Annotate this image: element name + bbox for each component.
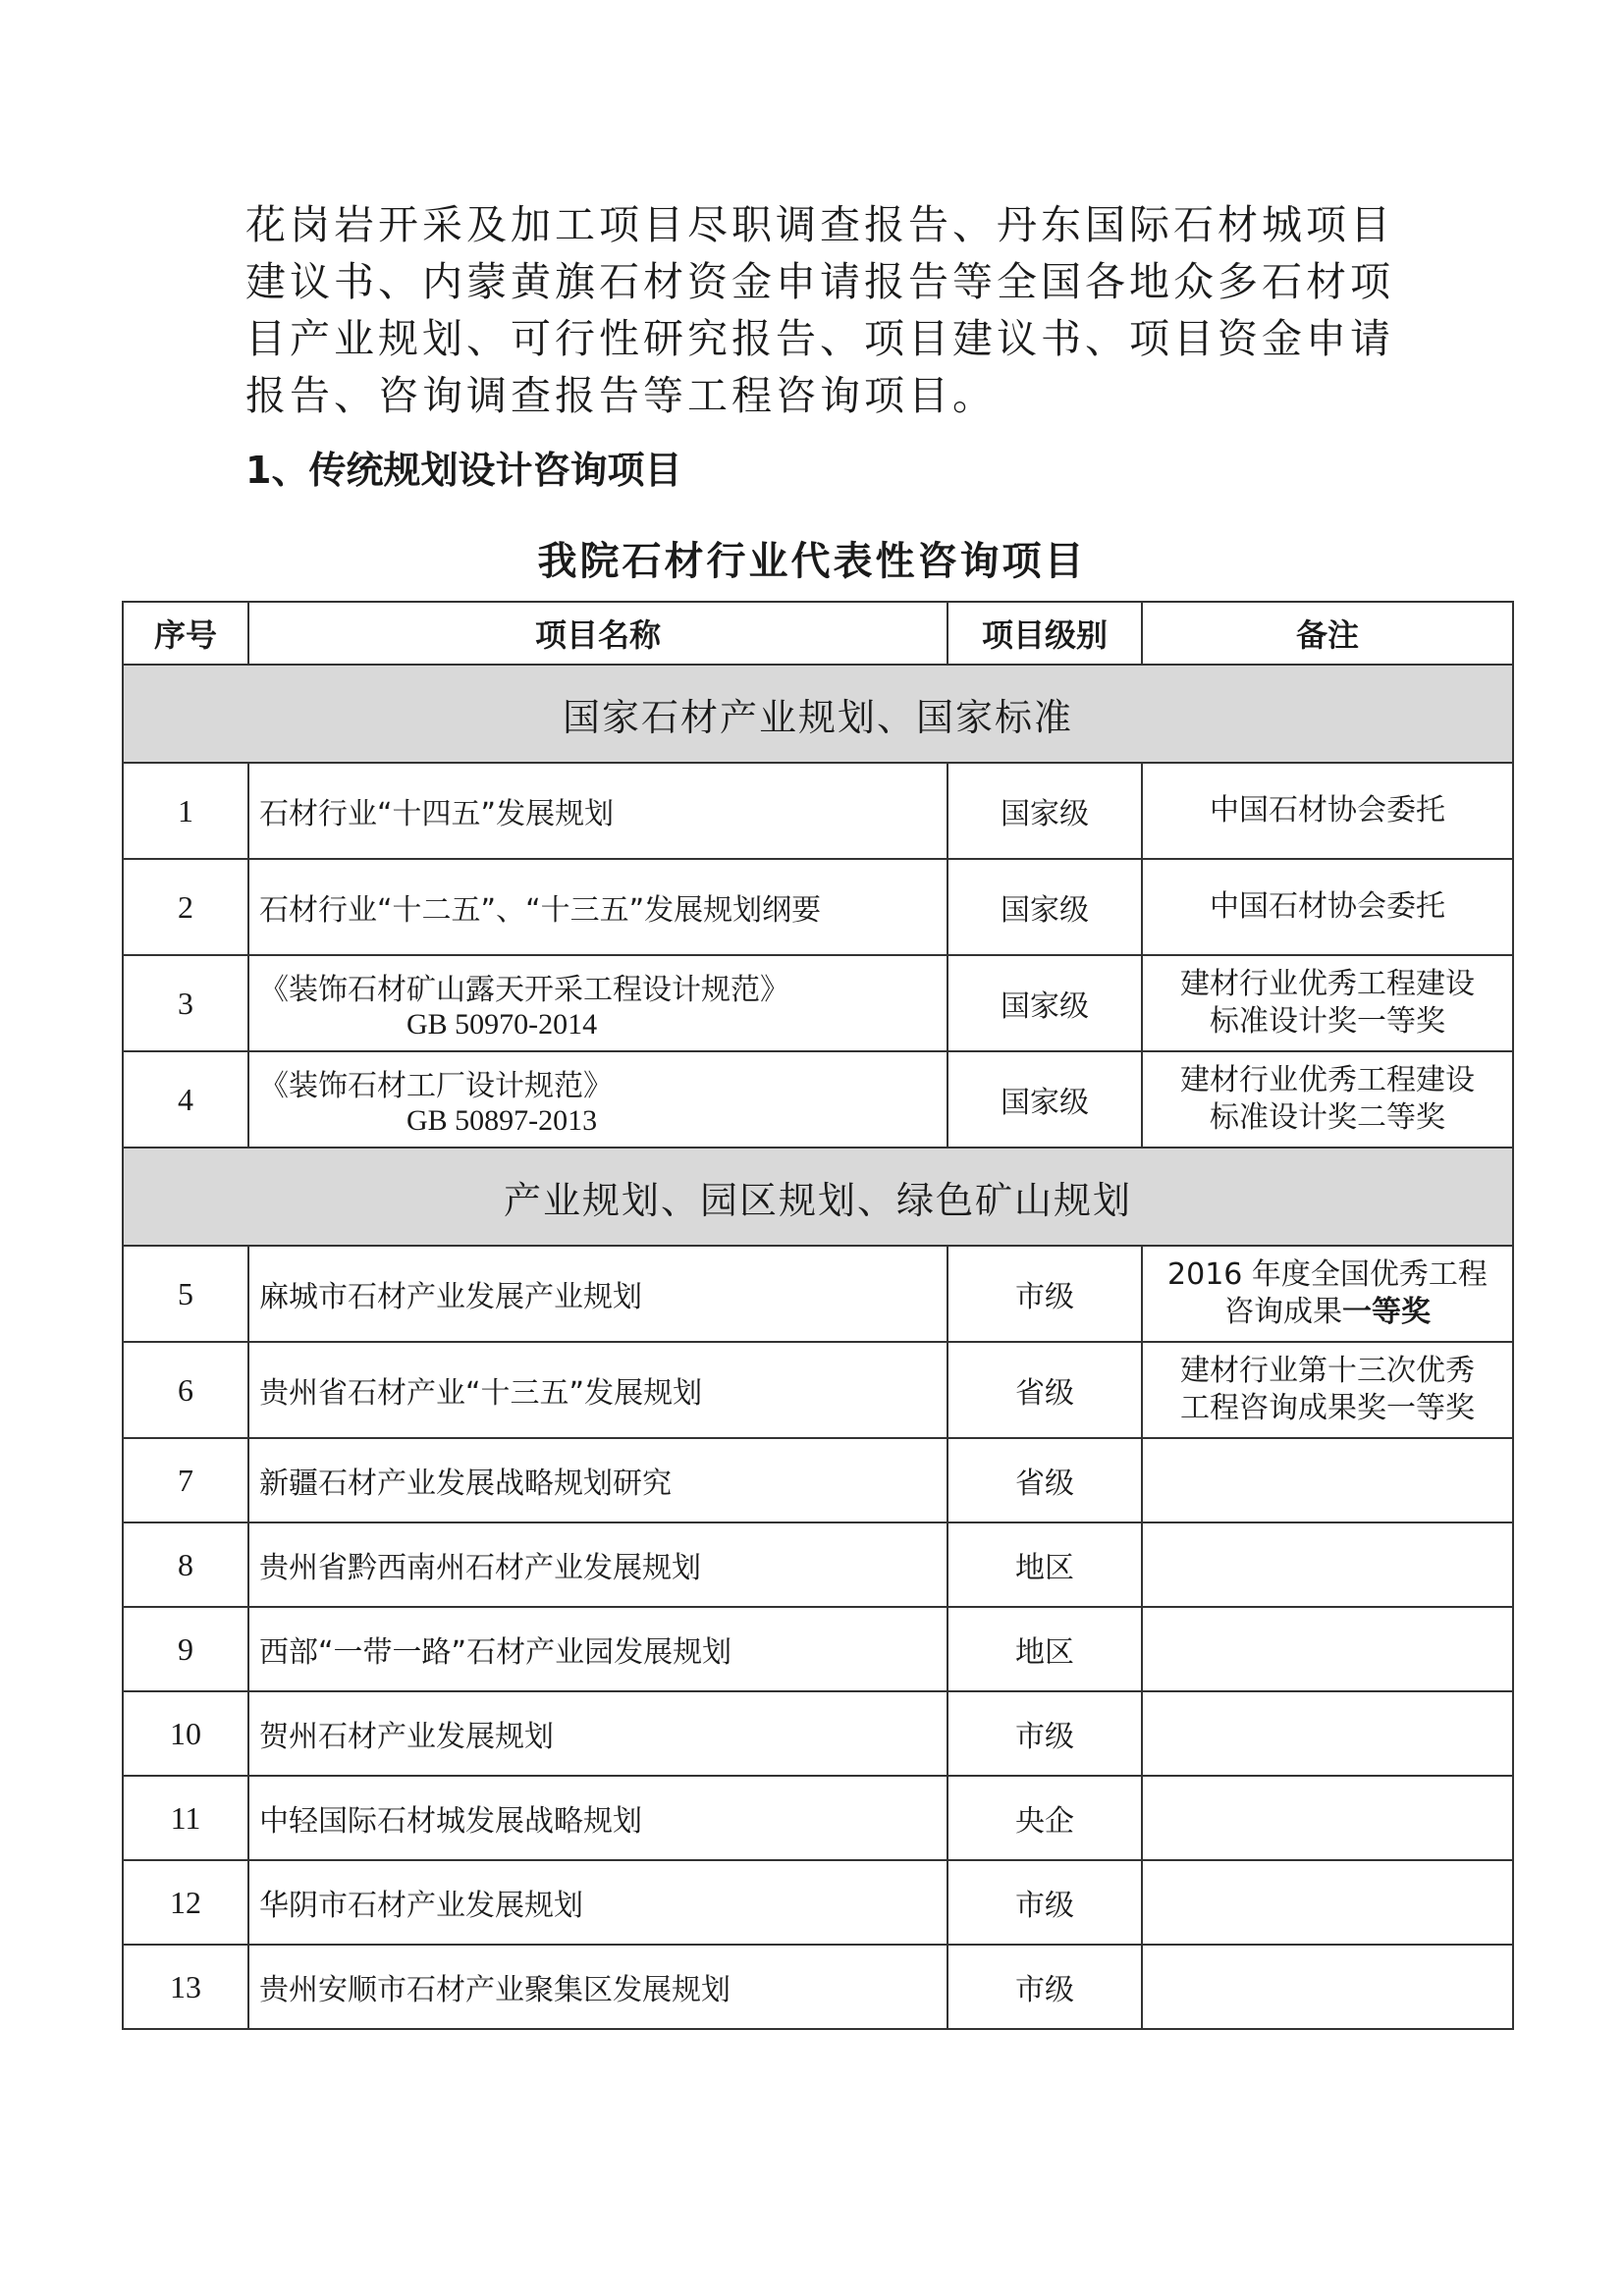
table-title: 我院石材行业代表性咨询项目 (537, 539, 1087, 584)
row-note: 中国石材协会委托 (1142, 763, 1513, 859)
row-note (1142, 1607, 1513, 1691)
row-note-cell (1142, 1246, 1513, 1342)
section-row (123, 665, 1513, 763)
row-level: 省级 (947, 1438, 1142, 1522)
row-name: 石材行业“十二五”、“十三五”发展规划纲要 (248, 859, 947, 955)
row-level: 市级 (947, 1860, 1142, 1945)
row-note: 建材行业优秀工程建设 (1180, 967, 1475, 1001)
row-name: 华阴市石材产业发展规划 (248, 1860, 947, 1945)
row-name: 石材行业“十四五”发展规划 (248, 763, 947, 859)
intro-line: 报告、咨询调查报告等工程咨询项目。 (245, 372, 997, 419)
table-row (123, 1342, 1513, 1438)
row-level: 地区 (947, 1607, 1142, 1691)
section-row (123, 1148, 1513, 1246)
projects-table (122, 601, 1514, 2030)
row-level: 市级 (947, 1945, 1142, 2029)
row-note (1142, 1522, 1513, 1607)
table-row (123, 1691, 1513, 1776)
intro-line: 目产业规划、可行性研究报告、项目建议书、项目资金申请 (245, 315, 1394, 362)
row-name: 《装饰石材工厂设计规范》 (259, 1069, 613, 1103)
row-level: 国家级 (947, 955, 1142, 1051)
row-note: 标准设计奖二等奖 (1210, 1100, 1445, 1135)
row-note: 标准设计奖一等奖 (1210, 1004, 1445, 1039)
row-name: 贵州安顺市石材产业聚集区发展规划 (248, 1945, 947, 2029)
row-number: 9 (123, 1607, 248, 1691)
row-note (1142, 1776, 1513, 1860)
table-row (123, 1246, 1513, 1342)
row-level: 市级 (947, 1691, 1142, 1776)
header-cell-number: 序号 (123, 602, 248, 665)
table-row (123, 1438, 1513, 1522)
row-note (1142, 1691, 1513, 1776)
row-standard-code: GB 50970-2014 (406, 1008, 598, 1041)
intro-paragraph (245, 196, 1399, 424)
row-note (1142, 1438, 1513, 1522)
row-number: 4 (123, 1051, 248, 1148)
table-row (123, 1776, 1513, 1860)
row-name: 中轻国际石材城发展战略规划 (248, 1776, 947, 1860)
row-name-cell (248, 955, 947, 1051)
row-note: 中国石材协会委托 (1142, 859, 1513, 955)
row-name: 新疆石材产业发展战略规划研究 (248, 1438, 947, 1522)
section-title: 国家石材产业规划、国家标准 (123, 665, 1513, 763)
row-name: 麻城市石材产业发展产业规划 (248, 1246, 947, 1342)
row-number: 2 (123, 859, 248, 955)
table-row (123, 1607, 1513, 1691)
table-row (123, 955, 1513, 1051)
row-name: 贺州石材产业发展规划 (248, 1691, 947, 1776)
row-standard-code: GB 50897-2013 (406, 1104, 598, 1137)
row-level: 央企 (947, 1776, 1142, 1860)
table-header-row (123, 602, 1513, 665)
row-number: 13 (123, 1945, 248, 2029)
row-note-cell (1142, 1051, 1513, 1148)
row-number: 10 (123, 1691, 248, 1776)
row-note (1142, 1945, 1513, 2029)
row-name: 贵州省黔西南州石材产业发展规划 (248, 1522, 947, 1607)
row-note-cell (1142, 1342, 1513, 1438)
table-row (123, 1522, 1513, 1607)
row-note: 建材行业优秀工程建设 (1180, 1063, 1475, 1097)
table-row (123, 1051, 1513, 1148)
row-number: 3 (123, 955, 248, 1051)
section-title: 产业规划、园区规划、绿色矿山规划 (123, 1148, 1513, 1246)
row-note-cell (1142, 955, 1513, 1051)
header-cell-level: 项目级别 (947, 602, 1142, 665)
row-number: 7 (123, 1438, 248, 1522)
row-number: 5 (123, 1246, 248, 1342)
row-level: 国家级 (947, 1051, 1142, 1148)
row-level: 市级 (947, 1246, 1142, 1342)
row-level: 国家级 (947, 763, 1142, 859)
intro-line: 花岗岩开采及加工项目尽职调查报告、丹东国际石材城项目 (245, 201, 1394, 248)
table-row (123, 859, 1513, 955)
row-number: 11 (123, 1776, 248, 1860)
row-note: 工程咨询成果奖一等奖 (1180, 1391, 1475, 1425)
row-name: 西部“一带一路”石材产业园发展规划 (248, 1607, 947, 1691)
row-name-cell (248, 1051, 947, 1148)
row-note-award: 一等奖 (1342, 1295, 1431, 1329)
row-name: 《装饰石材矿山露天开采工程设计规范》 (259, 973, 789, 1007)
table-row (123, 1945, 1513, 2029)
row-number: 8 (123, 1522, 248, 1607)
intro-line: 建议书、内蒙黄旗石材资金申请报告等全国各地众多石材项 (245, 258, 1394, 305)
row-note (1153, 1294, 1502, 1331)
row-note-text: 咨询成果 (1224, 1295, 1342, 1329)
row-number: 6 (123, 1342, 248, 1438)
row-number: 12 (123, 1860, 248, 1945)
row-note (1142, 1860, 1513, 1945)
row-level: 省级 (947, 1342, 1142, 1438)
row-note: 2016 年度全国优秀工程 (1167, 1257, 1488, 1292)
row-level: 地区 (947, 1522, 1142, 1607)
section-heading: 1、传统规划设计咨询项目 (245, 449, 682, 492)
table-row (123, 1860, 1513, 1945)
table-row (123, 763, 1513, 859)
row-note: 建材行业第十三次优秀 (1180, 1354, 1475, 1388)
header-cell-note: 备注 (1142, 602, 1513, 665)
row-name: 贵州省石材产业“十三五”发展规划 (248, 1342, 947, 1438)
header-cell-name: 项目名称 (248, 602, 947, 665)
row-number: 1 (123, 763, 248, 859)
row-level: 国家级 (947, 859, 1142, 955)
